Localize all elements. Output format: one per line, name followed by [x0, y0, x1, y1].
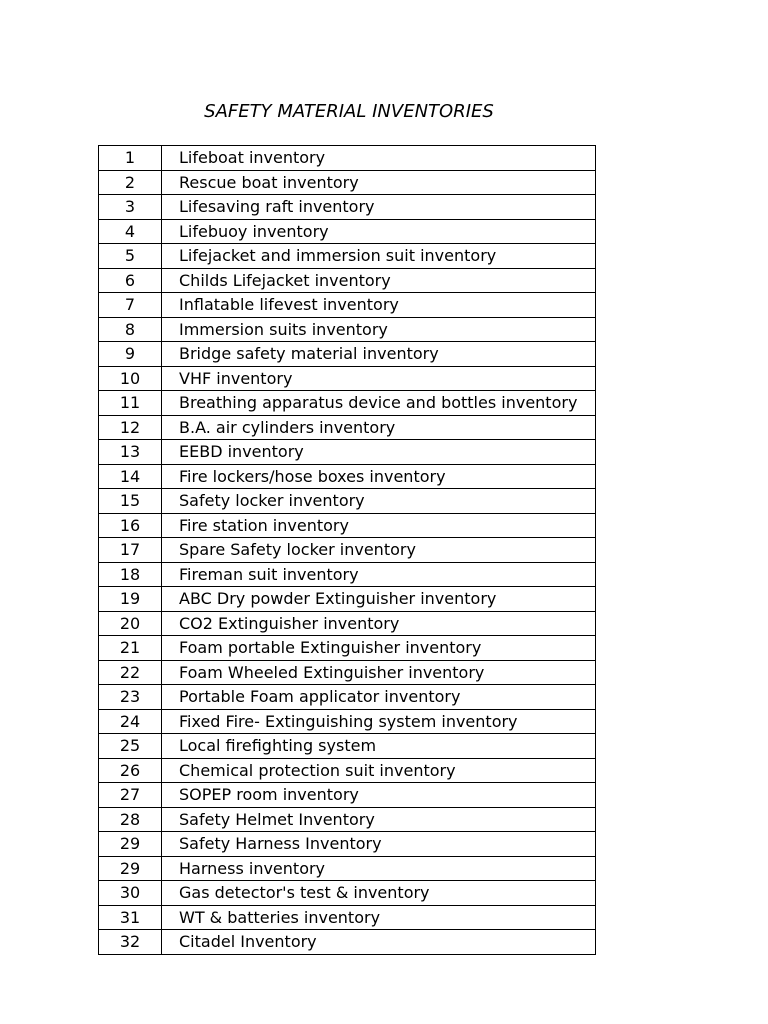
inventory-item: Safety locker inventory: [162, 489, 596, 514]
table-row: [99, 415, 596, 440]
row-number: 30: [99, 881, 162, 906]
row-number: 24: [99, 709, 162, 734]
table-row: [99, 317, 596, 342]
table-row: [99, 195, 596, 220]
table-row: [99, 587, 596, 612]
row-number: 13: [99, 440, 162, 465]
table-row: [99, 219, 596, 244]
inventory-item: Fire lockers/hose boxes inventory: [162, 464, 596, 489]
row-number: 18: [99, 562, 162, 587]
row-number: 21: [99, 636, 162, 661]
table-row: [99, 342, 596, 367]
inventory-item: Gas detector's test & inventory: [162, 881, 596, 906]
table-row: [99, 807, 596, 832]
inventory-item: Harness inventory: [162, 856, 596, 881]
row-number: 22: [99, 660, 162, 685]
row-number: 8: [99, 317, 162, 342]
inventory-item: EEBD inventory: [162, 440, 596, 465]
table-row: [99, 709, 596, 734]
inventory-item: Citadel Inventory: [162, 930, 596, 955]
inventory-item: ABC Dry powder Extinguisher inventory: [162, 587, 596, 612]
inventory-item: Safety Harness Inventory: [162, 832, 596, 857]
table-row: [99, 758, 596, 783]
row-number: 19: [99, 587, 162, 612]
inventory-item: Portable Foam applicator inventory: [162, 685, 596, 710]
row-number: 31: [99, 905, 162, 930]
row-number: 2: [99, 170, 162, 195]
inventory-item: Fireman suit inventory: [162, 562, 596, 587]
table-row: [99, 170, 596, 195]
row-number: 7: [99, 293, 162, 318]
inventory-item: CO2 Extinguisher inventory: [162, 611, 596, 636]
table-row: [99, 440, 596, 465]
table-row: [99, 611, 596, 636]
table-row: [99, 856, 596, 881]
row-number: 10: [99, 366, 162, 391]
row-number: 23: [99, 685, 162, 710]
table-row: [99, 905, 596, 930]
table-row: [99, 489, 596, 514]
inventory-item: Spare Safety locker inventory: [162, 538, 596, 563]
row-number: 25: [99, 734, 162, 759]
table-row: [99, 783, 596, 808]
row-number: 16: [99, 513, 162, 538]
inventory-item: Foam portable Extinguisher inventory: [162, 636, 596, 661]
table-row: [99, 881, 596, 906]
row-number: 14: [99, 464, 162, 489]
row-number: 6: [99, 268, 162, 293]
inventory-item: Fire station inventory: [162, 513, 596, 538]
inventory-item: Immersion suits inventory: [162, 317, 596, 342]
inventory-item: WT & batteries inventory: [162, 905, 596, 930]
inventory-item: Chemical protection suit inventory: [162, 758, 596, 783]
table-row: [99, 538, 596, 563]
table-row: [99, 660, 596, 685]
inventory-item: Rescue boat inventory: [162, 170, 596, 195]
inventory-item: Breathing apparatus device and bottles inventory: [162, 391, 596, 416]
inventory-item: Lifesaving raft inventory: [162, 195, 596, 220]
row-number: 27: [99, 783, 162, 808]
row-number: 29: [99, 856, 162, 881]
table-row: [99, 146, 596, 171]
row-number: 15: [99, 489, 162, 514]
row-number: 29: [99, 832, 162, 857]
table-row: [99, 513, 596, 538]
document-title: SAFETY MATERIAL INVENTORIES: [204, 101, 494, 122]
row-number: 28: [99, 807, 162, 832]
table-row: [99, 268, 596, 293]
row-number: 4: [99, 219, 162, 244]
inventory-table-body: [99, 146, 596, 955]
inventory-item: Bridge safety material inventory: [162, 342, 596, 367]
inventory-item: Foam Wheeled Extinguisher inventory: [162, 660, 596, 685]
row-number: 17: [99, 538, 162, 563]
row-number: 3: [99, 195, 162, 220]
inventory-item: Local firefighting system: [162, 734, 596, 759]
inventory-item: Safety Helmet Inventory: [162, 807, 596, 832]
row-number: 11: [99, 391, 162, 416]
table-row: [99, 366, 596, 391]
inventory-item: Childs Lifejacket inventory: [162, 268, 596, 293]
inventory-item: Fixed Fire- Extinguishing system inventory: [162, 709, 596, 734]
table-row: [99, 832, 596, 857]
table-row: [99, 930, 596, 955]
table-row: [99, 244, 596, 269]
inventory-item: VHF inventory: [162, 366, 596, 391]
inventory-item: SOPEP room inventory: [162, 783, 596, 808]
row-number: 5: [99, 244, 162, 269]
row-number: 12: [99, 415, 162, 440]
row-number: 32: [99, 930, 162, 955]
table-row: [99, 391, 596, 416]
table-row: [99, 734, 596, 759]
row-number: 9: [99, 342, 162, 367]
inventory-table: [98, 145, 596, 955]
table-row: [99, 293, 596, 318]
row-number: 26: [99, 758, 162, 783]
inventory-item: B.A. air cylinders inventory: [162, 415, 596, 440]
row-number: 1: [99, 146, 162, 171]
inventory-item: Lifejacket and immersion suit inventory: [162, 244, 596, 269]
inventory-item: Lifebuoy inventory: [162, 219, 596, 244]
table-row: [99, 464, 596, 489]
table-row: [99, 685, 596, 710]
row-number: 20: [99, 611, 162, 636]
table-row: [99, 636, 596, 661]
inventory-item: Lifeboat inventory: [162, 146, 596, 171]
table-row: [99, 562, 596, 587]
inventory-item: Inflatable lifevest inventory: [162, 293, 596, 318]
